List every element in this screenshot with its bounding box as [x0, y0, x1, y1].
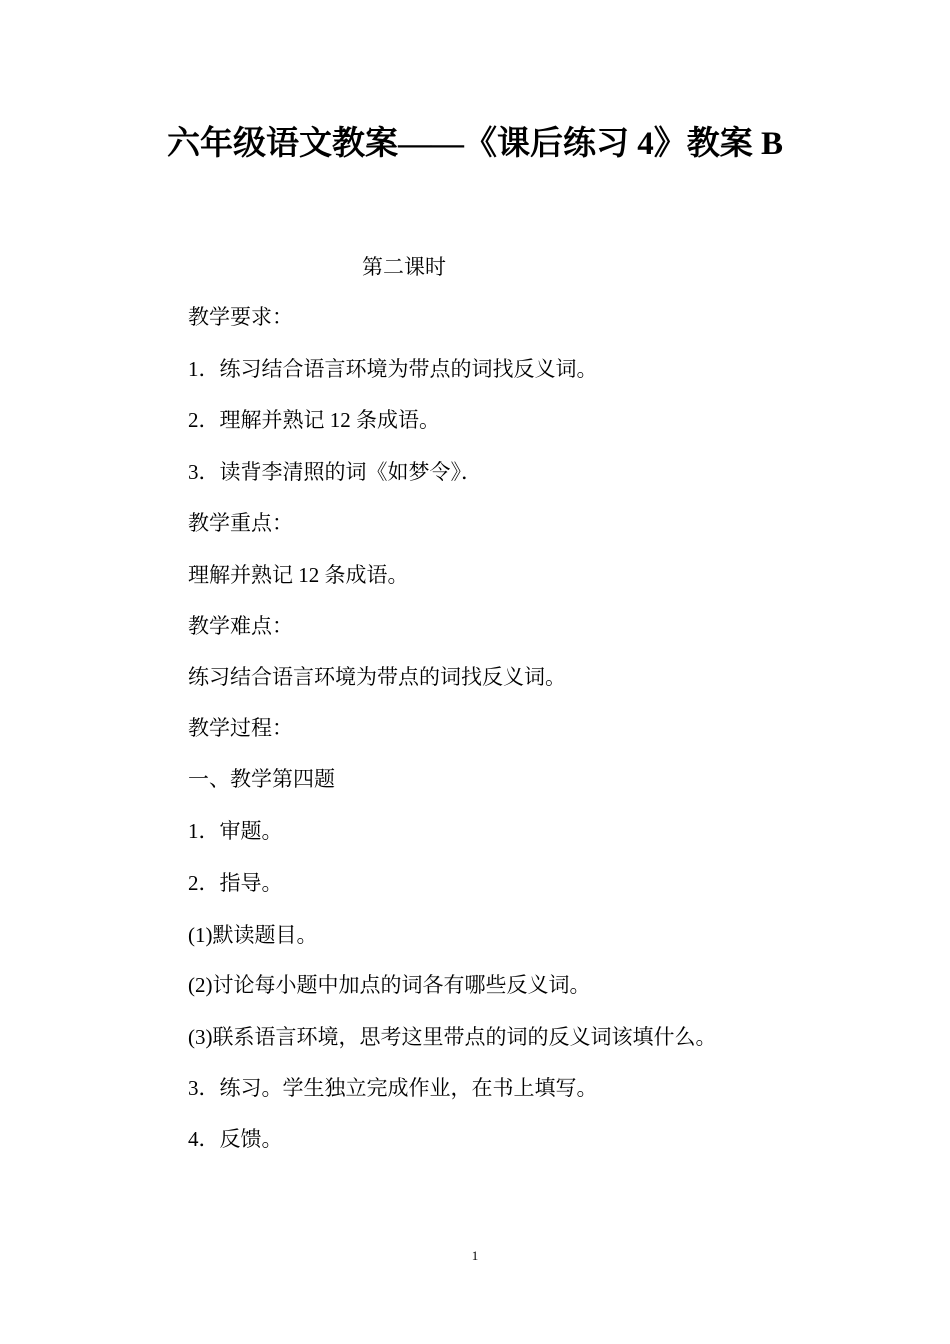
page-number: 1	[471, 1248, 479, 1263]
document-title: 六年级语文教案——《课后练习 4》教案 B	[166, 126, 783, 162]
body-line: 3．练习。学生独立完成作业，在书上填写。	[188, 1076, 598, 1100]
section-heading: 第二课时	[362, 255, 446, 279]
body-line: 2．指导。	[188, 871, 283, 895]
body-line: 教学难点：	[188, 614, 293, 638]
body-line: 一、教学第四题	[188, 767, 335, 791]
body-line: 4．反馈。	[188, 1127, 283, 1151]
body-line: 理解并熟记 12 条成语。	[188, 563, 409, 587]
body-line: 3．读背李清照的词《如梦令》．	[188, 460, 482, 484]
body-line: (3)联系语言环境，思考这里带点的词的反义词该填什么。	[188, 1025, 717, 1049]
body-line: 1．审题。	[188, 819, 283, 843]
body-line: (2)讨论每小题中加点的词各有哪些反义词。	[188, 973, 591, 997]
body-line: 练习结合语言环境为带点的词找反义词。	[188, 665, 566, 689]
body-line: 教学重点：	[188, 511, 293, 535]
body-line: 教学过程：	[188, 716, 293, 740]
body-line: (1)默读题目。	[188, 923, 318, 947]
body-line: 2．理解并熟记 12 条成语。	[188, 408, 440, 432]
body-line: 1．练习结合语言环境为带点的词找反义词。	[188, 357, 598, 381]
body-line: 教学要求：	[188, 305, 293, 329]
